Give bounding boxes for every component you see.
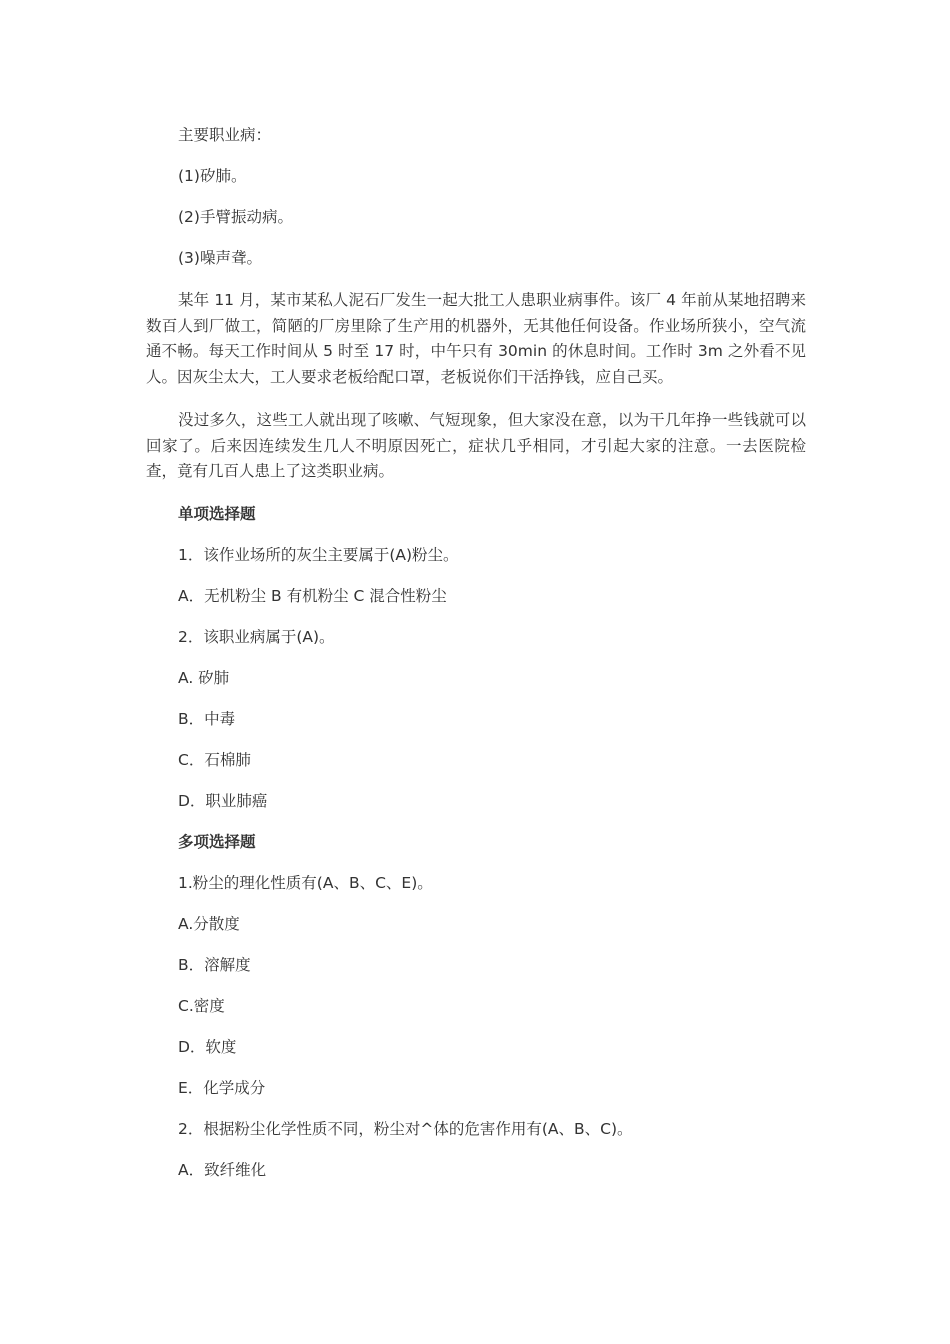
single-question-2-option-c: C．石棉肺 [178, 750, 251, 769]
disease-item-1: (1)矽肺。 [178, 167, 247, 185]
single-question-1: 1．该作业场所的灰尘主要属于(A)粉尘。 [178, 545, 459, 564]
multi-question-1-option-d: D．软度 [178, 1037, 237, 1056]
disease-item-3: (3)噪声聋。 [178, 249, 262, 267]
multi-question-2-option-a: A．致纤维化 [178, 1160, 267, 1179]
single-question-2-option-b: B．中毒 [178, 709, 236, 728]
single-question-1-options: A．无机粉尘 B 有机粉尘 C 混合性粉尘 [178, 586, 447, 605]
multi-question-1-option-c: C.密度 [178, 996, 225, 1015]
multi-question-1-option-e: E．化学成分 [178, 1078, 266, 1097]
single-question-2-option-d: D．职业肺癌 [178, 791, 268, 810]
multi-question-1-option-a: A.分散度 [178, 914, 240, 933]
multi-question-1-option-b: B．溶解度 [178, 955, 251, 974]
case-paragraph-1: 某年 11 月，某市某私人泥石厂发生一起大批工人患职业病事件。该厂 4 年前从某地招聘来数百人到厂做工，简陋的厂房里除了生产用的机器外，无其他任何设备。作业场所狭小，空气流通不畅。每天工作时间从 5 时至 17 时，中午只有 30min 的休息时间。工作时 3m 之外看不见人。因灰尘太大，工人要求老板给配口罩，老板说你们干活挣钱，应自己买。 [146, 291, 806, 386]
case-paragraph-2: 没过多久，这些工人就出现了咳嗽、气短现象，但大家没在意，以为干几年挣一些钱就可以回家了。后来因连续发生几人不明原因死亡，症状几乎相同，才引起大家的注意。一去医院检查，竟有几百人患上了这类职业病。 [146, 411, 806, 480]
single-choice-heading: 单项选择题 [178, 504, 256, 523]
document-page [146, 124, 806, 1200]
multi-question-1: 1.粉尘的理化性质有(A、B、C、E)。 [178, 873, 433, 892]
single-question-2: 2．该职业病属于(A)。 [178, 627, 335, 646]
single-question-2-option-a: A. 矽肺 [178, 668, 230, 687]
occupational-disease-heading: 主要职业病： [178, 126, 272, 144]
multi-choice-heading: 多项选择题 [178, 832, 256, 851]
multi-question-2: 2．根据粉尘化学性质不同，粉尘对^体的危害作用有(A、B、C)。 [178, 1119, 633, 1138]
disease-item-2: (2)手臂振动病。 [178, 208, 293, 226]
